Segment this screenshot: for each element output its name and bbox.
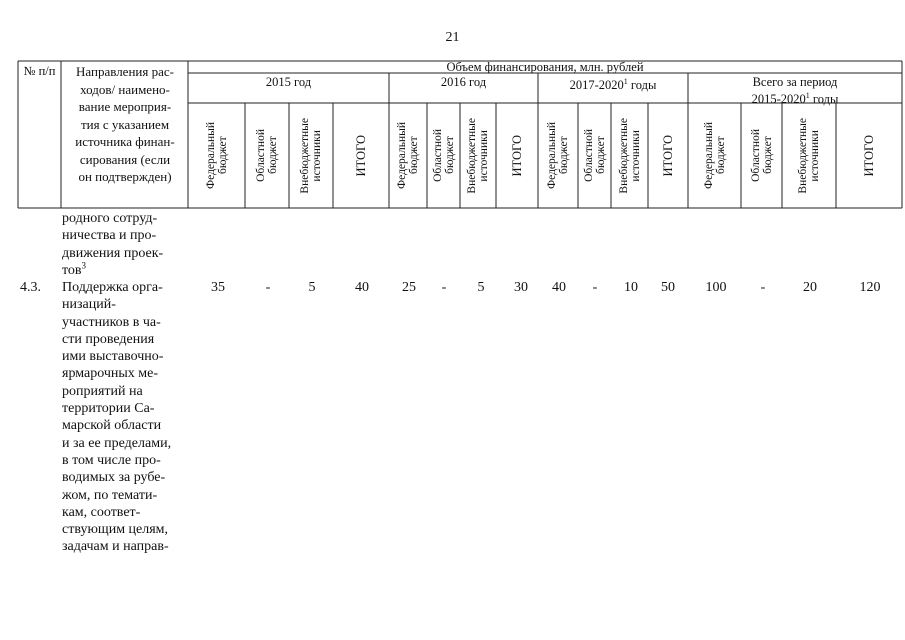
footnote-marker: 1 bbox=[623, 77, 628, 86]
subcolumn-header-line: бюджет bbox=[558, 136, 570, 175]
row-value-cell: 5 bbox=[477, 280, 485, 295]
period-suffix: годы bbox=[627, 78, 657, 93]
subcolumn-header bbox=[496, 104, 538, 207]
row-value-cell: 25 bbox=[402, 280, 416, 295]
header-direction-line: сирования (если bbox=[79, 151, 171, 167]
subcolumn-header-text bbox=[299, 118, 323, 194]
header-direction-line: Направления рас- bbox=[76, 64, 174, 79]
subcolumn-header-text bbox=[618, 118, 642, 194]
subcolumn-header-text bbox=[205, 122, 229, 189]
subcolumn-header bbox=[389, 104, 427, 207]
description-line: кам, соответ- bbox=[62, 504, 141, 520]
header-direction-line: он подтвержден) bbox=[78, 169, 172, 184]
subcolumn-header-line: Областной bbox=[582, 129, 595, 182]
description-line: и за ее пределами, bbox=[62, 435, 172, 451]
subcolumn-header-line: Федеральный bbox=[702, 122, 715, 189]
description-line: в том числе про- bbox=[62, 452, 161, 468]
subcolumn-header-line: Внебюджетные bbox=[797, 117, 809, 194]
subcolumn-header-line: источники bbox=[629, 129, 642, 182]
continuation-line: родного сотруд- bbox=[62, 211, 158, 226]
page-number: 21 bbox=[445, 30, 460, 45]
description-line: Поддержка орга- bbox=[62, 280, 163, 295]
footnote-marker: 3 bbox=[81, 260, 87, 271]
continuation-text: тов bbox=[62, 262, 82, 278]
continuation-line bbox=[62, 262, 163, 279]
subcolumn-header-line: ИТОГО bbox=[354, 134, 368, 177]
subcolumn-header-text bbox=[355, 135, 367, 176]
subcolumn-header bbox=[538, 104, 578, 207]
description-line: жом, по темати- bbox=[62, 487, 158, 503]
header-direction-line: ходов/ наимено- bbox=[80, 81, 170, 97]
subcolumn-header-line: бюджет bbox=[443, 136, 456, 175]
row-value-cell: - bbox=[592, 280, 598, 295]
subcolumn-header-line: бюджет bbox=[594, 136, 607, 175]
row-value-cell: 40 bbox=[355, 280, 369, 295]
subcolumn-header-line: ИТОГО bbox=[510, 134, 524, 177]
description-line: участников в ча- bbox=[62, 314, 161, 330]
subcolumn-header-line: Внебюджетные bbox=[299, 117, 311, 194]
description-line: марской области bbox=[62, 418, 162, 434]
subcolumn-header-line: бюджет bbox=[267, 136, 279, 175]
row-value-cell: 30 bbox=[514, 280, 528, 295]
subcolumn-header-line: бюджет bbox=[216, 136, 229, 175]
row-value-cell: 100 bbox=[705, 280, 727, 295]
description-line: задачам и направ- bbox=[62, 539, 169, 555]
description-line: низаций- bbox=[62, 297, 116, 313]
row-value-cell: 5 bbox=[308, 280, 316, 295]
footnote-marker: 1 bbox=[805, 91, 810, 100]
subcolumn-header-line: бюджет bbox=[714, 136, 727, 175]
description-line: ствующим целям, bbox=[62, 522, 169, 538]
row-value-cell: - bbox=[760, 280, 766, 295]
row-number: 4.3. bbox=[20, 280, 41, 295]
period-label: Всего за период bbox=[752, 75, 838, 89]
description-line: роприятий на bbox=[62, 383, 143, 399]
subcolumn-header-line: источники bbox=[809, 129, 821, 182]
header-direction-line: вание мероприя- bbox=[78, 99, 172, 114]
header-period-2016: 2016 год bbox=[440, 75, 487, 89]
subcolumn-header-text bbox=[396, 122, 420, 189]
row-value-cell: 20 bbox=[803, 280, 817, 295]
period-label: 2017-2020 bbox=[569, 78, 624, 93]
subcolumn-header-line: Внебюджетные bbox=[466, 117, 478, 194]
subcolumn-header bbox=[460, 104, 496, 207]
header-financing-title: Объем финансирования, млн. рублей bbox=[446, 60, 644, 74]
subcolumn-header bbox=[836, 104, 902, 207]
subcolumn-header-line: Областной bbox=[431, 129, 444, 182]
subcolumn-header-line: ИТОГО bbox=[862, 134, 876, 177]
subcolumn-header bbox=[688, 104, 741, 207]
continuation-line: ничества и про- bbox=[62, 228, 157, 244]
header-number-column: № п/п bbox=[23, 64, 56, 78]
row-description bbox=[62, 279, 171, 556]
subcolumn-header bbox=[578, 104, 611, 207]
period-range: 2015-2020 bbox=[751, 92, 806, 107]
subcolumn-header-line: бюджет bbox=[761, 136, 774, 175]
row-value-cell: 40 bbox=[552, 280, 566, 295]
subcolumn-header-text bbox=[750, 129, 774, 182]
subcolumn-header-line: источники bbox=[478, 129, 490, 182]
subcolumn-header-text bbox=[703, 122, 727, 189]
row-value-cell: - bbox=[265, 280, 271, 295]
row-value-cell: 10 bbox=[624, 280, 638, 295]
subcolumn-header-line: Федеральный bbox=[204, 122, 217, 189]
subcolumn-header-line: Внебюджетные bbox=[617, 117, 630, 194]
header-direction-line: источника финан- bbox=[75, 134, 175, 149]
subcolumn-header-text bbox=[662, 135, 674, 176]
subcolumn-header-text bbox=[797, 118, 821, 194]
subcolumn-header bbox=[782, 104, 836, 207]
subcolumn-header-line: Федеральный bbox=[546, 122, 558, 189]
row-value-cell: 35 bbox=[211, 280, 225, 295]
subcolumn-header-text bbox=[546, 122, 570, 189]
subcolumn-header bbox=[289, 104, 333, 207]
subcolumn-header bbox=[611, 104, 648, 207]
subcolumn-header-line: бюджет bbox=[408, 136, 420, 175]
subcolumn-header-line: Областной bbox=[255, 129, 267, 182]
subcolumn-header-line: источники bbox=[311, 129, 323, 182]
header-period-2015: 2015 год bbox=[265, 75, 312, 89]
subcolumn-header bbox=[333, 104, 389, 207]
subcolumn-header-line: Областной bbox=[749, 129, 762, 182]
previous-row-continuation bbox=[62, 210, 163, 279]
continuation-line: движения проек- bbox=[62, 245, 164, 261]
subcolumn-header bbox=[245, 104, 289, 207]
header-period-2017-2020 bbox=[538, 75, 688, 92]
row-value-cell: - bbox=[441, 280, 447, 295]
header-direction-column bbox=[62, 63, 188, 186]
subcolumn-header bbox=[648, 104, 688, 207]
row-value-cell: 50 bbox=[661, 280, 675, 295]
description-line: ярмарочных ме- bbox=[62, 366, 159, 382]
subcolumn-header bbox=[427, 104, 460, 207]
row-value-cell: 120 bbox=[859, 280, 881, 295]
subcolumn-header-text bbox=[255, 129, 279, 182]
header-direction-line: тия с указанием bbox=[80, 116, 170, 132]
description-line: ими выставочно- bbox=[62, 349, 164, 365]
description-line: водимых за рубе- bbox=[62, 470, 166, 486]
subcolumn-header-line: ИТОГО bbox=[661, 134, 675, 177]
description-line: сти проведения bbox=[62, 331, 155, 347]
subcolumn-header bbox=[741, 104, 782, 207]
description-line: территории Са- bbox=[62, 401, 155, 417]
subcolumn-header-text bbox=[432, 129, 456, 182]
header-period-total bbox=[688, 75, 902, 106]
subcolumn-header bbox=[188, 104, 245, 207]
subcolumn-header-text bbox=[511, 135, 523, 176]
subcolumn-header-text bbox=[466, 118, 490, 194]
subcolumn-header-text bbox=[863, 135, 875, 176]
period-suffix: годы bbox=[809, 92, 839, 107]
subcolumn-header-line: Федеральный bbox=[396, 122, 408, 189]
subcolumn-header-text bbox=[583, 129, 607, 182]
